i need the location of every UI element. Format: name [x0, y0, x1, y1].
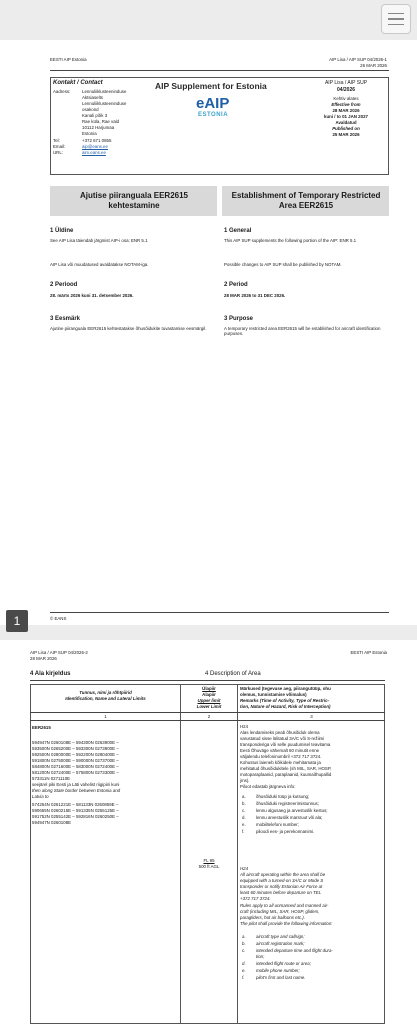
address-line: Lennuliiklusteeninduse: [82, 101, 127, 106]
coord-line: 593500N 0265200E – 593300N 0273900E –: [32, 746, 119, 751]
remarks-line-en: paragliders, hot air balloons etc.).: [240, 915, 305, 920]
col-number: 3: [310, 714, 313, 719]
tel-value: +372 671 0855: [82, 138, 112, 143]
eaip-logo-sub: ESTONIA: [198, 112, 229, 118]
header-rule: [50, 70, 389, 71]
remarks-list-item-en: aircraft registration mark;: [256, 941, 305, 946]
remarks-line-et: motoparaplaanid, paraplaanid, kuumaõhupallid: [240, 772, 332, 777]
address-label: Aadress:: [53, 89, 71, 94]
coord-line: 594947N 0260108E – 594300N 0263900E –: [32, 740, 119, 745]
coord-line: seejärel piki Eesti ja Läti vahelist riigipiiri kuni: [32, 782, 120, 787]
table-number-rule: [30, 720, 385, 721]
document-page-2: [0, 640, 417, 1024]
remarks-line-et: Kohustus laieneb kõikidele mehitamata ja: [240, 760, 321, 765]
remarks-list-marker: f.: [242, 975, 245, 980]
sup-effective-en: Effective from: [331, 102, 361, 107]
coord-line: 581200N 0272400E – 575800N 0273300E –: [32, 770, 119, 775]
section-4-heading-et: 4 Ala kirjeldus: [30, 671, 71, 677]
title-en: Establishment of Temporary Restricted Area EER2615: [231, 191, 381, 210]
section-2-heading-et: 2 Periood: [50, 282, 78, 288]
area-name: EER2615: [32, 725, 51, 730]
address-line: osakond: [82, 107, 99, 112]
remarks-line-et: Eesti Õhuväge vähemalt 60 minutit enne: [240, 748, 320, 753]
coord-line: 590655N 0260215E – 591335N 0255125E –: [32, 808, 119, 813]
remarks-list-item-en: mobile phone number;: [256, 968, 300, 973]
section-1-text-en: This AIP SUP supplements the following portion of the AIP: ENR 5.1: [224, 238, 357, 243]
coord-line: 591752N 0255142E – 592816N 0260250E –: [32, 814, 119, 819]
remarks-list-marker: d.: [242, 815, 246, 820]
email-link[interactable]: aip@eans.ee: [82, 144, 108, 149]
sup-valid-until: kuni / to 01 JAN 2027: [324, 114, 368, 119]
tel-label: Tel:: [53, 138, 60, 143]
hamburger-icon: [388, 24, 404, 26]
col-number: 1: [104, 714, 107, 719]
sup-published-et: Avaldatud: [335, 120, 357, 125]
remarks-line-en: Rules apply to all unmanned and manned air-: [240, 903, 329, 908]
coord-line: 594947N 0260108E: [32, 820, 72, 825]
section-1-text2-et: AIP Lisa või muudatused avaldatakse NOTAM-iga.: [50, 262, 149, 267]
remarks-list-item-en: aircraft type and callsign;: [256, 934, 305, 939]
remarks-line-et: Piloot edastab järgneva info:: [240, 784, 296, 789]
remarks-h24-et: H24: [240, 724, 249, 729]
section-1-text2-en: Possible changes to AIP SUP shall be published by NOTAM.: [224, 262, 342, 267]
hamburger-icon: [388, 18, 404, 20]
email-label: Email:: [53, 144, 66, 149]
section-3-heading-en: 3 Purpose: [224, 316, 254, 322]
remarks-list-marker: a.: [242, 794, 246, 799]
section-3-text-en: A temporary restricted area EER2615 will be established for aircraft identification purposes.: [224, 326, 381, 337]
eaip-logo: eAIP: [196, 95, 230, 112]
remarks-list-item-et: lennu algusaeg ja arvestuslik kestus;: [256, 808, 328, 813]
upper-limit: FL 95: [203, 858, 215, 863]
page2-header-left: AIP Lisa / AIP SUP 04/2026-2: [30, 650, 88, 655]
table-divider: [180, 684, 181, 1024]
col3-header: Remarks (Time of Activity, Type of Restric-: [240, 698, 329, 703]
page2-header-right: EESTI AIP Estonia: [350, 650, 387, 655]
address-line: Estonia: [82, 131, 97, 136]
remarks-list-marker: e.: [242, 822, 246, 827]
url-link[interactable]: aim.eans.ee: [82, 150, 106, 155]
table-header-rule: [30, 712, 385, 713]
remarks-line-en: craft (including MIL, SAR, HOSP, gliders,: [240, 909, 320, 914]
remarks-list-item-et: õhusõiduki tüüp ja kutsung;: [256, 794, 310, 799]
coord-line: 573311N 0271110E: [32, 776, 71, 781]
remarks-list-item-et: õhusõiduki registreerimistunnus;: [256, 801, 319, 806]
sup-label: AIP Lisa / AIP SUP: [324, 80, 368, 86]
remarks-list-marker: f.: [242, 829, 245, 834]
url-label: URL:: [53, 150, 64, 155]
supplement-title: AIP Supplement for Estonia: [155, 81, 267, 91]
sup-effective-date: 28 MAR 2026: [332, 108, 360, 113]
remarks-list-item-en: intended flight route or area;: [256, 961, 311, 966]
document-page-1: [0, 40, 417, 625]
section-2-text-en: 28 MAR 2026 to 31 DEC 2026.: [224, 293, 286, 298]
col2-header: Upper limit: [197, 698, 221, 703]
section-1-text-et: See AIP Lisa täiendab järgmist AIP-i osa: ENR 5.1: [50, 238, 148, 243]
table-divider: [237, 684, 238, 1024]
section-1-heading-et: 1 Üldine: [50, 228, 74, 234]
lower-limit: 500 ft AGL: [198, 864, 220, 869]
address-line: Rae küla, Rae vald: [82, 119, 120, 124]
remarks-list-marker: d.: [242, 961, 246, 966]
area-table: [30, 684, 385, 1024]
remarks-list-item-en: pilot's first and last name.: [256, 975, 306, 980]
col3-header: tion, Nature of Hazard, Risk of Interception): [240, 704, 331, 709]
col2-header: Alapiir: [202, 692, 216, 697]
page-number-badge: 1: [6, 610, 28, 632]
coord-line: 574254N 0261221E – 581133N 0260859E –: [32, 802, 119, 807]
remarks-line-et: väljalendu telefoninumbril +372 717 3724.: [240, 754, 322, 759]
remarks-h24-en: H24: [240, 866, 249, 871]
col1-header: Tunnus, nimi ja rõhtpiirid: [79, 690, 132, 695]
col-number: 2: [207, 714, 211, 719]
address-line: Aktsiaselts: [82, 95, 103, 100]
remarks-line-en: All aircraft operating within the area shall be: [240, 872, 326, 877]
address-line: Kanali põik 3: [82, 113, 108, 118]
page-header-left: EESTI AIP Estonia: [50, 57, 87, 62]
remarks-line-en: transponder or notify Estonian Air Force at: [240, 884, 323, 889]
remarks-line-et: transponderiga või selle puudumisel teavitama: [240, 742, 331, 747]
col1-header: Identification, Name and Lateral Limits: [65, 696, 146, 701]
section-3-text-et: Ajutine piiranguala EER2615 kehtestatakse õhusõidukite tuvastamise eesmärgil.: [50, 326, 207, 331]
remarks-line-et: Alas lendamiseks peab õhusõiduk olema: [240, 730, 320, 735]
remarks-list-item-en: intended departure time and flight dura-: [256, 948, 333, 953]
remarks-list-marker: e.: [242, 968, 246, 973]
remarks-list-item-et: piloodi ees- ja perekonnanimi.: [256, 829, 315, 834]
col3-header: Märkused (tegevuse aeg, piirangutüüp, ohu: [240, 686, 331, 691]
remarks-line-et: jms).: [240, 778, 250, 783]
coord-line: 584800N 0271600E – 583000N 0272400E –: [32, 764, 119, 769]
remarks-list-item-et: mobiiltelefoni number;: [256, 822, 299, 827]
remarks-list-marker: b.: [242, 941, 246, 946]
page2-header-date: 28 MAR 2026: [30, 656, 57, 661]
remarks-line-et: varustatud sisse lülitatud 3A/C või S-režiimi: [240, 736, 325, 741]
remarks-line-en: +372 717 3724.: [240, 896, 271, 901]
remarks-list-marker: c.: [242, 808, 246, 813]
footer-rule: [50, 612, 389, 613]
page-header-date: 26 MAR 2026: [360, 63, 387, 68]
section-4-heading-en: 4 Description of Area: [205, 671, 261, 677]
remarks-list-marker: c.: [242, 948, 246, 953]
coord-line-en: Latvia to: [32, 794, 49, 799]
title-et: Ajutise piiranguala EER2615 kehtestamine: [79, 191, 189, 210]
page-header-right: AIP Lisa / AIP SUP 04/2026-1: [329, 57, 387, 62]
section-2-heading-en: 2 Period: [224, 282, 248, 288]
page-footer: © EANS: [50, 616, 67, 621]
sup-published-date: 25 MAR 2026: [332, 132, 360, 137]
remarks-list-marker: b.: [242, 801, 246, 806]
section-3-heading-et: 3 Eesmärk: [50, 316, 81, 322]
remarks-line-et: mehitatud õhusõidukitele (sh MIL, SAR, HOSP,: [240, 766, 332, 771]
contact-title: Kontakt / Contact: [53, 80, 103, 86]
section-2-text-et: 28. märts 2026 kuni 31. detsember 2026.: [50, 293, 134, 298]
address-line: 10112 Harjumaa: [82, 125, 115, 130]
address-line: Lennuliiklusteeninduse: [82, 89, 127, 94]
col3-header: olemus, tunnistamise võimalus): [240, 692, 307, 697]
coord-line: 592500N 0280000E – 592200N 0280400E –: [32, 752, 119, 757]
section-1-heading-en: 1 General: [224, 228, 252, 234]
sup-effective-et: Kehtiv alates: [333, 96, 359, 101]
sup-published-en: Published on: [332, 126, 360, 131]
coord-line: 591800N 0275000E – 590000N 0273700E –: [32, 758, 119, 763]
remarks-list-marker: a.: [242, 934, 246, 939]
menu-button[interactable]: [381, 4, 411, 34]
remarks-list-item-et: lennu arvestuslik marsruut või ala;: [256, 815, 323, 820]
sup-number: 04/2026: [336, 87, 356, 93]
remarks-line-en: The pilot shall provide the following information:: [240, 921, 333, 926]
coord-line-en: then along State border between Estonia and: [32, 788, 121, 793]
remarks-line-en: least 60 minutes before departure on TEL: [240, 890, 322, 895]
col2-header: Ülapiir: [202, 686, 216, 691]
remarks-list-item-en: tion;: [256, 954, 265, 959]
col2-header: Lower Limit: [196, 704, 222, 709]
section-4-rule: [30, 680, 385, 681]
remarks-line-en: equipped with a turned-on 3A/C or Mode S: [240, 878, 324, 883]
hamburger-icon: [388, 13, 404, 15]
